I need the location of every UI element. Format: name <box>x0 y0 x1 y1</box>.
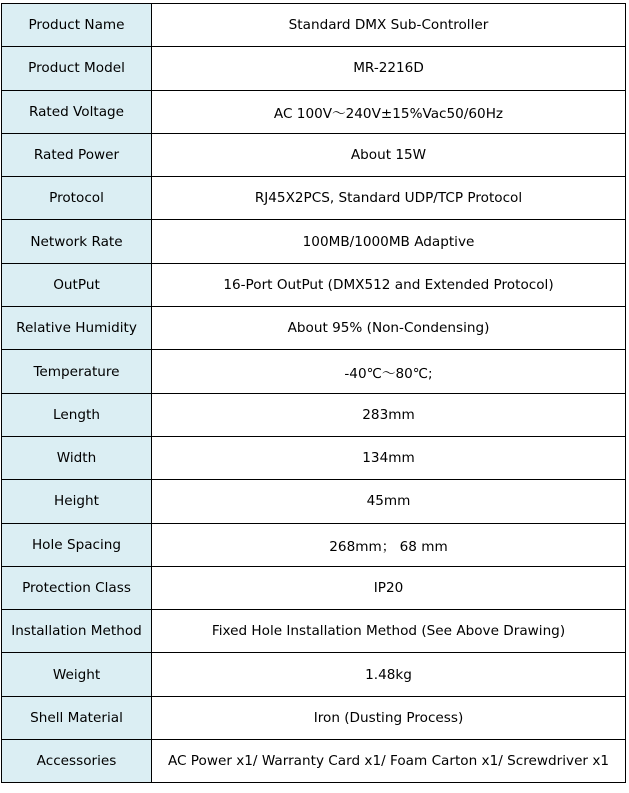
spec-row <box>2 566 626 609</box>
spec-row <box>2 4 626 47</box>
spec-row <box>2 350 626 393</box>
spec-value: 268mm； 68 mm <box>152 523 626 566</box>
spec-row <box>2 480 626 523</box>
spec-value: 16-Port OutPut (DMX512 and Extended Protocol) <box>152 263 626 306</box>
spec-row <box>2 653 626 696</box>
spec-value: -40℃～80℃; <box>152 350 626 393</box>
spec-value: IP20 <box>152 566 626 609</box>
spec-row <box>2 393 626 436</box>
spec-value: MR-2216D <box>152 47 626 90</box>
spec-label: OutPut <box>2 263 152 306</box>
spec-row <box>2 263 626 306</box>
spec-row <box>2 523 626 566</box>
spec-value: 1.48kg <box>152 653 626 696</box>
spec-label: Product Model <box>2 47 152 90</box>
spec-label: Relative Humidity <box>2 307 152 350</box>
spec-row <box>2 610 626 653</box>
spec-row <box>2 133 626 176</box>
spec-label: Accessories <box>2 740 152 783</box>
spec-value: About 95% (Non-Condensing) <box>152 307 626 350</box>
spec-label: Protocol <box>2 177 152 220</box>
specifications-table-body <box>2 4 626 783</box>
spec-row <box>2 307 626 350</box>
spec-label: Shell Material <box>2 696 152 739</box>
spec-value: 283mm <box>152 393 626 436</box>
spec-label: Protection Class <box>2 566 152 609</box>
spec-label: Product Name <box>2 4 152 47</box>
spec-value: AC Power x1/ Warranty Card x1/ Foam Carton x1/ Screwdriver x1 <box>152 740 626 783</box>
specifications-table <box>1 3 626 783</box>
spec-value: 45mm <box>152 480 626 523</box>
spec-label: Rated Power <box>2 133 152 176</box>
spec-value: Iron (Dusting Process) <box>152 696 626 739</box>
spec-label: Temperature <box>2 350 152 393</box>
spec-label: Width <box>2 436 152 479</box>
spec-value: About 15W <box>152 133 626 176</box>
spec-label: Hole Spacing <box>2 523 152 566</box>
spec-row <box>2 47 626 90</box>
spec-row <box>2 436 626 479</box>
spec-value: RJ45X2PCS, Standard UDP/TCP Protocol <box>152 177 626 220</box>
spec-row <box>2 696 626 739</box>
spec-value: Fixed Hole Installation Method (See Above Drawing) <box>152 610 626 653</box>
spec-label: Height <box>2 480 152 523</box>
spec-row <box>2 90 626 133</box>
spec-value: 100MB/1000MB Adaptive <box>152 220 626 263</box>
spec-row <box>2 220 626 263</box>
spec-label: Installation Method <box>2 610 152 653</box>
spec-label: Rated Voltage <box>2 90 152 133</box>
spec-row <box>2 740 626 783</box>
spec-value: Standard DMX Sub-Controller <box>152 4 626 47</box>
spec-value: 134mm <box>152 436 626 479</box>
spec-value: AC 100V～240V±15%Vac50/60Hz <box>152 90 626 133</box>
spec-row <box>2 177 626 220</box>
spec-label: Network Rate <box>2 220 152 263</box>
spec-label: Length <box>2 393 152 436</box>
spec-label: Weight <box>2 653 152 696</box>
